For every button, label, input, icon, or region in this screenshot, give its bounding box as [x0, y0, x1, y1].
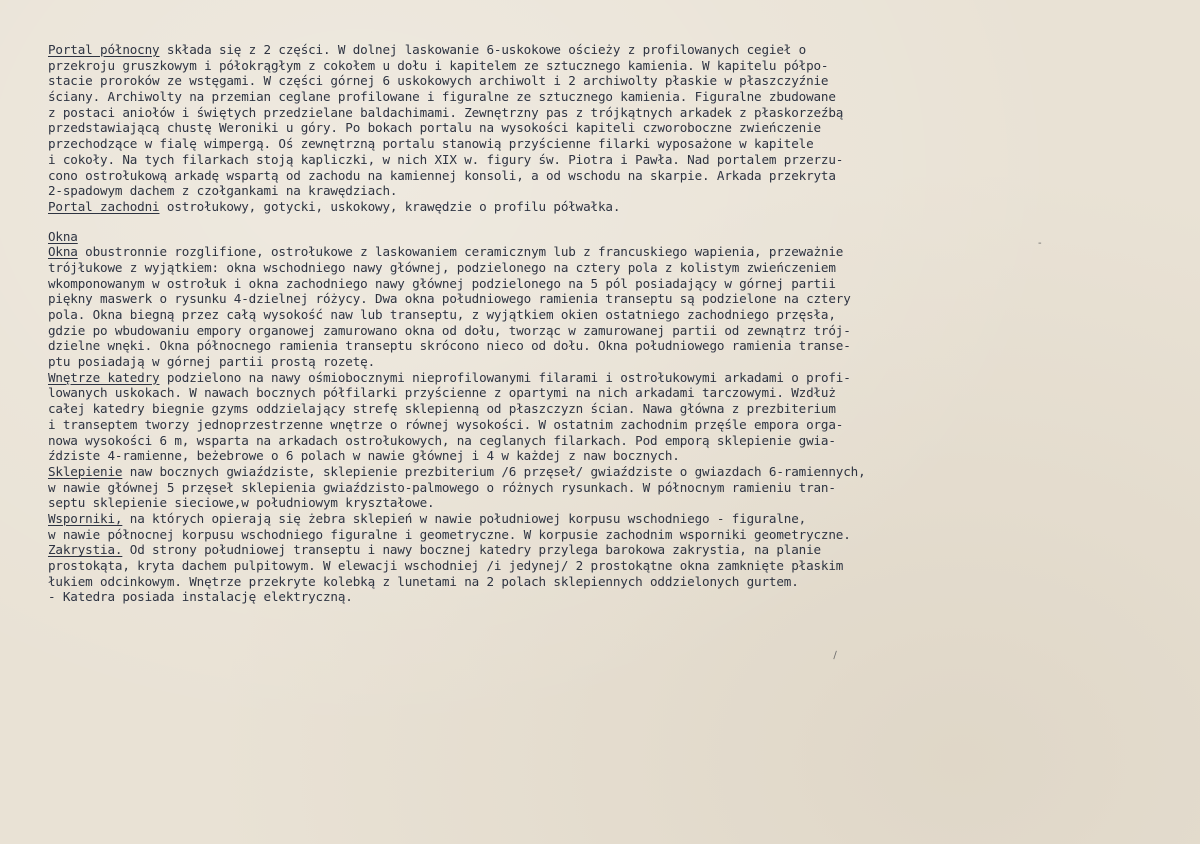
text-line [48, 58, 1193, 74]
text-line [48, 495, 1193, 511]
text-line [48, 574, 1193, 590]
text-segment: całej katedry biegnie gzyms oddzielający strefę sklepienną od płaszczyzn ścian. Nawa główna z prezbiterium [48, 401, 836, 417]
text-line [48, 464, 1193, 480]
text-segment: przekroju gruszkowym i półokrągłym z cokołem u dołu i kapitelem ze sztucznego kamienia. W kapitelu półpo- [48, 57, 829, 73]
text-segment: prostokąta, kryta dachem pulpitowym. W elewacji wschodniej /i jedynej/ 2 prostokątne okna zamknięte płaskim [48, 558, 844, 573]
section-heading: Wnętrze katedry [48, 369, 160, 385]
section-heading: Okna [48, 228, 78, 244]
text-line [48, 542, 1193, 558]
text-line [48, 401, 1193, 417]
text-segment: na których opierają się żebra sklepień w nawie południowej korpusu wschodniego - figuralne, [122, 510, 807, 526]
text-segment: piękny maswerk o rysunku 4-dzielnej różycy. Dwa okna południowego ramienia transeptu są podzielone na cztery [48, 291, 851, 307]
text-segment: i cokoły. Na tych filarkach stoją kapliczki, w nich XIX w. figury św. Piotra i Pawła. Nad portalem przerzu- [48, 151, 844, 167]
text-line [48, 73, 1193, 89]
text-segment: 2-spadowym dachem z czołgankami na krawędziach. [48, 183, 398, 199]
text-line [48, 260, 1193, 276]
text-segment: pola. Okna biegną przez całą wysokość naw lub transeptu, z wyjątkiem okien ostatniego zachodniego przęsła, [48, 307, 836, 322]
text-segment: cono ostrołukową arkadę wspartą od zachodu na kamiennej konsoli, a od wschodu na skarpie. Arkada przekryta [48, 167, 836, 183]
text-segment: nowa wysokości 6 m, wsparta na arkadach ostrołukowych, na ceglanych filarkach. Pod emporą sklepienie gwia- [48, 432, 836, 448]
text-line [48, 558, 1193, 574]
text-segment: naw bocznych gwiaździste, sklepienie prezbiterium /6 przęseł/ gwiaździste o gwiazdach 6-ramiennych, [122, 463, 866, 479]
text-segment: z postaci aniołów i świętych przedzielane baldachimami. Zewnętrzny pas z trójkątnych arkadek z płaskorzeźbą [48, 104, 844, 120]
text-line [48, 354, 1193, 370]
text-segment: stacie proroków ze wstęgami. W części górnej 6 uskokowych archiwolt i 2 archiwolty płaskie w płaszczyźnie [48, 73, 829, 89]
text-line [48, 527, 1193, 543]
section-heading: Sklepienie [48, 463, 123, 479]
paragraph-gap [48, 215, 1193, 229]
text-segment: ptu posiadają w górnej partii prostą rozetę. [48, 354, 376, 370]
text-segment: obustronnie rozglifione, ostrołukowe z laskowaniem ceramicznym lub z francuskiego wapienia, przeważnie [77, 244, 844, 260]
section-heading: Okna [48, 244, 78, 260]
text-line [48, 433, 1193, 449]
text-line [48, 307, 1193, 323]
text-line [48, 511, 1193, 527]
section-heading: Portal zachodni [48, 198, 160, 214]
text-line [48, 168, 1193, 184]
text-segment: w nawie głównej 5 przęseł sklepienia gwiaździsto-palmowego o różnych rysunkach. W północnym ramieniu tran- [48, 479, 836, 495]
text-line [48, 120, 1193, 136]
text-segment: septu sklepienie sieciowe,w południowym kryształowe. [48, 495, 435, 511]
text-segment: przechodzące w fialę wimpergą. Oś zewnętrzną portalu stanowią przyścienne filarki wyposażone w kapitele [48, 136, 814, 152]
text-segment: przedstawiającą chustę Weroniki u góry. Po bokach portalu na wysokości kapiteli czworoboczne zwieńczenie [48, 120, 821, 136]
text-line [48, 42, 1193, 58]
text-line [48, 136, 1193, 152]
text-segment: dzielne wnęki. Okna północnego ramienia transeptu skrócono nieco od dołu. Okna południowego ramienia transe- [48, 338, 851, 354]
text-segment: Od strony południowej transeptu i nawy bocznej katedry przylega barokowa zakrystia, na planie [122, 542, 821, 558]
text-segment: składa się z 2 części. W dolnej laskowanie 6-uskokowe ościeży z profilowanych cegieł o [159, 42, 807, 57]
text-segment: wkomponowanym w ostrołuk i okna zachodniego nawy głównej podzielonego na 5 pól posiadający w górnej partii [48, 275, 836, 291]
text-line [48, 338, 1193, 354]
text-line [48, 152, 1193, 168]
text-line [48, 105, 1193, 121]
stray-mark: \ [830, 650, 840, 661]
text-segment: podzielono na nawy ośmiobocznymi nieprofilowanymi filarami i ostrołukowymi arkadami o profi- [159, 369, 851, 385]
text-segment: - Katedra posiada instalację elektryczną. [48, 589, 353, 605]
text-line [48, 385, 1193, 401]
text-line [48, 323, 1193, 339]
text-segment: gdzie po wbudowaniu empory organowej zamurowano okna od dołu, tworząc w zamurowanej partii od zewnątrz trój- [48, 322, 851, 338]
text-segment: ździste 4-ramienne, beżebrowe o 6 polach w nawie głównej i 4 w każdej z naw bocznych. [48, 448, 680, 464]
text-line [48, 183, 1193, 199]
text-segment: ściany. Archiwolty na przemian ceglane profilowane i figuralne ze sztucznego kamienia. Figuralne zbudowane [48, 89, 836, 105]
text-segment: lowanych uskokach. W nawach bocznych półfilarki przyścienne z opartymi na nich arkadami tarczowymi. Wzdłuż [48, 385, 836, 401]
section-heading: Wsporniki, [48, 510, 123, 526]
text-line [48, 291, 1193, 307]
text-line [48, 589, 1193, 605]
text-segment: ostrołukowy, gotycki, uskokowy, krawędzie o profilu półwałka. [159, 198, 621, 214]
text-line [48, 199, 1193, 215]
text-line [48, 229, 1193, 245]
text-segment: i transeptem tworzy jednoprzestrzenne wnętrze o równej wysokości. W ostatnim zachodnim przęśle empora orga- [48, 416, 844, 432]
typewritten-text [48, 42, 1193, 605]
text-segment: w nawie północnej korpusu wschodniego figuralne i geometryczne. W korpusie zachodnim wsporniki geometryczne. [48, 526, 851, 542]
text-line [48, 276, 1193, 292]
text-line [48, 448, 1193, 464]
text-line [48, 89, 1193, 105]
section-heading: Zakrystia. [48, 542, 123, 558]
text-line [48, 370, 1193, 386]
text-line [48, 244, 1193, 260]
text-line [48, 480, 1193, 496]
text-segment: łukiem odcinkowym. Wnętrze przekryte kolebką z lunetami na 2 polach sklepiennych oddzielonych gurtem. [48, 573, 799, 589]
text-segment: trójłukowe z wyjątkiem: okna wschodniego nawy głównej, podzielonego na cztery pola z kolistym zwieńczeniem [48, 259, 836, 275]
stray-mark: - [1038, 238, 1042, 249]
section-heading: Portal północny [48, 42, 160, 57]
text-line [48, 417, 1193, 433]
